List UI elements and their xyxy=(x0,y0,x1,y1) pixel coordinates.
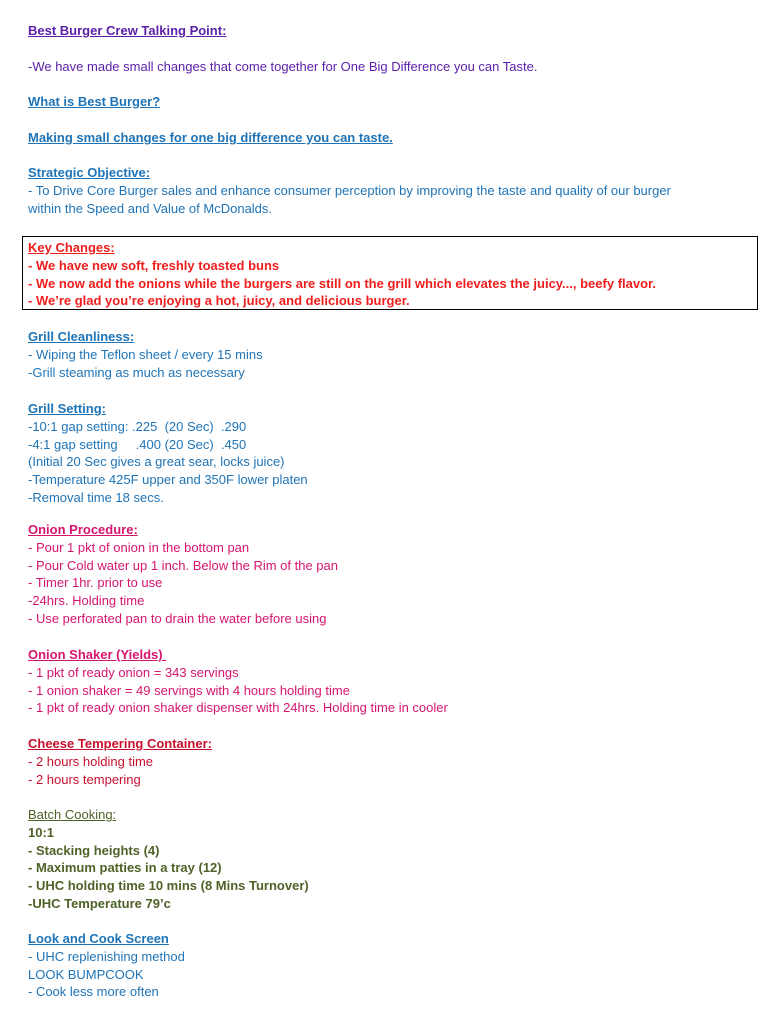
intro-line: -We have made small changes that come together for One Big Difference you can Taste. xyxy=(28,59,538,74)
onion-procedure-item: -24hrs. Holding time xyxy=(28,593,145,609)
batch-cooking-section xyxy=(28,806,760,913)
look-and-cook-item: - Cook less more often xyxy=(28,984,159,1000)
batch-cooking-item: 10:1 xyxy=(28,824,55,840)
tagline: Making small changes for one big difference you can taste. xyxy=(28,130,393,145)
grill-cleanliness-heading: Grill Cleanliness: xyxy=(28,329,135,344)
doc-title: Best Burger Crew Talking Point: xyxy=(28,23,227,38)
onion-procedure-item: - Pour Cold water up 1 inch. Below the Rim of the pan xyxy=(28,557,338,573)
grill-setting-item: -Temperature 425F upper and 350F lower platen xyxy=(28,472,308,488)
cheese-tempering-item: - 2 hours holding time xyxy=(28,753,154,769)
batch-cooking-item: - UHC holding time 10 mins (8 Mins Turnover) xyxy=(28,878,309,894)
cheese-tempering-section xyxy=(28,735,760,788)
key-changes-heading: Key Changes: xyxy=(28,240,115,255)
onion-procedure-heading: Onion Procedure: xyxy=(28,522,138,537)
look-and-cook-item: - UHC replenishing method xyxy=(28,948,185,964)
onion-shaker-item: - 1 pkt of ready onion shaker dispenser with 24hrs. Holding time in cooler xyxy=(28,700,448,716)
look-and-cook-item: LOOK BUMPCOOK xyxy=(28,966,144,982)
strategic-objective-heading: Strategic Objective: xyxy=(28,165,151,180)
grill-setting-item: (Initial 20 Sec gives a great sear, locks juice) xyxy=(28,454,285,470)
batch-cooking-heading: Batch Cooking: xyxy=(28,807,117,822)
grill-setting-item: -4:1 gap setting .400 (20 Sec) .450 xyxy=(28,436,247,452)
what-is-heading: What is Best Burger? xyxy=(28,94,161,109)
onion-procedure-item: - Timer 1hr. prior to use xyxy=(28,575,163,591)
strategic-objective-section xyxy=(28,164,760,217)
cheese-tempering-heading: Cheese Tempering Container: xyxy=(28,736,212,751)
batch-cooking-item: - Stacking heights (4) xyxy=(28,842,160,858)
grill-setting-heading: Grill Setting: xyxy=(28,401,106,416)
onion-procedure-item: - Pour 1 pkt of onion in the bottom pan xyxy=(28,539,250,555)
key-change-item: - We now add the onions while the burgers are still on the grill which elevates the juicy..., beefy flavor. xyxy=(28,275,656,291)
batch-cooking-item: - Maximum patties in a tray (12) xyxy=(28,860,222,876)
grill-setting-item: -Removal time 18 secs. xyxy=(28,489,164,505)
onion-procedure-item: - Use perforated pan to drain the water before using xyxy=(28,610,327,626)
grill-cleanliness-item: -Grill steaming as much as necessary xyxy=(28,364,245,380)
onion-shaker-heading: Onion Shaker (Yields) xyxy=(28,647,167,662)
grill-setting-item: -10:1 gap setting: .225 (20 Sec) .290 xyxy=(28,418,247,434)
onion-shaker-item: - 1 onion shaker = 49 servings with 4 hours holding time xyxy=(28,682,350,698)
grill-setting-section xyxy=(28,400,760,507)
key-changes-box xyxy=(22,236,758,310)
onion-shaker-item: - 1 pkt of ready onion = 343 servings xyxy=(28,664,239,680)
onion-procedure-section xyxy=(28,521,760,628)
grill-cleanliness-section xyxy=(28,328,760,381)
onion-shaker-section xyxy=(28,646,760,717)
strategic-line: within the Speed and Value of McDonalds. xyxy=(28,200,273,216)
cheese-tempering-item: - 2 hours tempering xyxy=(28,771,141,787)
strategic-line: - To Drive Core Burger sales and enhance consumer perception by improving the taste and quality of our burger xyxy=(28,182,671,198)
look-and-cook-heading: Look and Cook Screen xyxy=(28,931,169,946)
batch-cooking-item: -UHC Temperature 79’c xyxy=(28,895,171,911)
grill-cleanliness-item: - Wiping the Teflon sheet / every 15 mins xyxy=(28,346,263,362)
key-change-item: - We have new soft, freshly toasted buns xyxy=(28,257,280,273)
look-and-cook-section xyxy=(28,930,760,1001)
key-change-item: - We’re glad you’re enjoying a hot, juicy, and delicious burger. xyxy=(28,293,410,309)
